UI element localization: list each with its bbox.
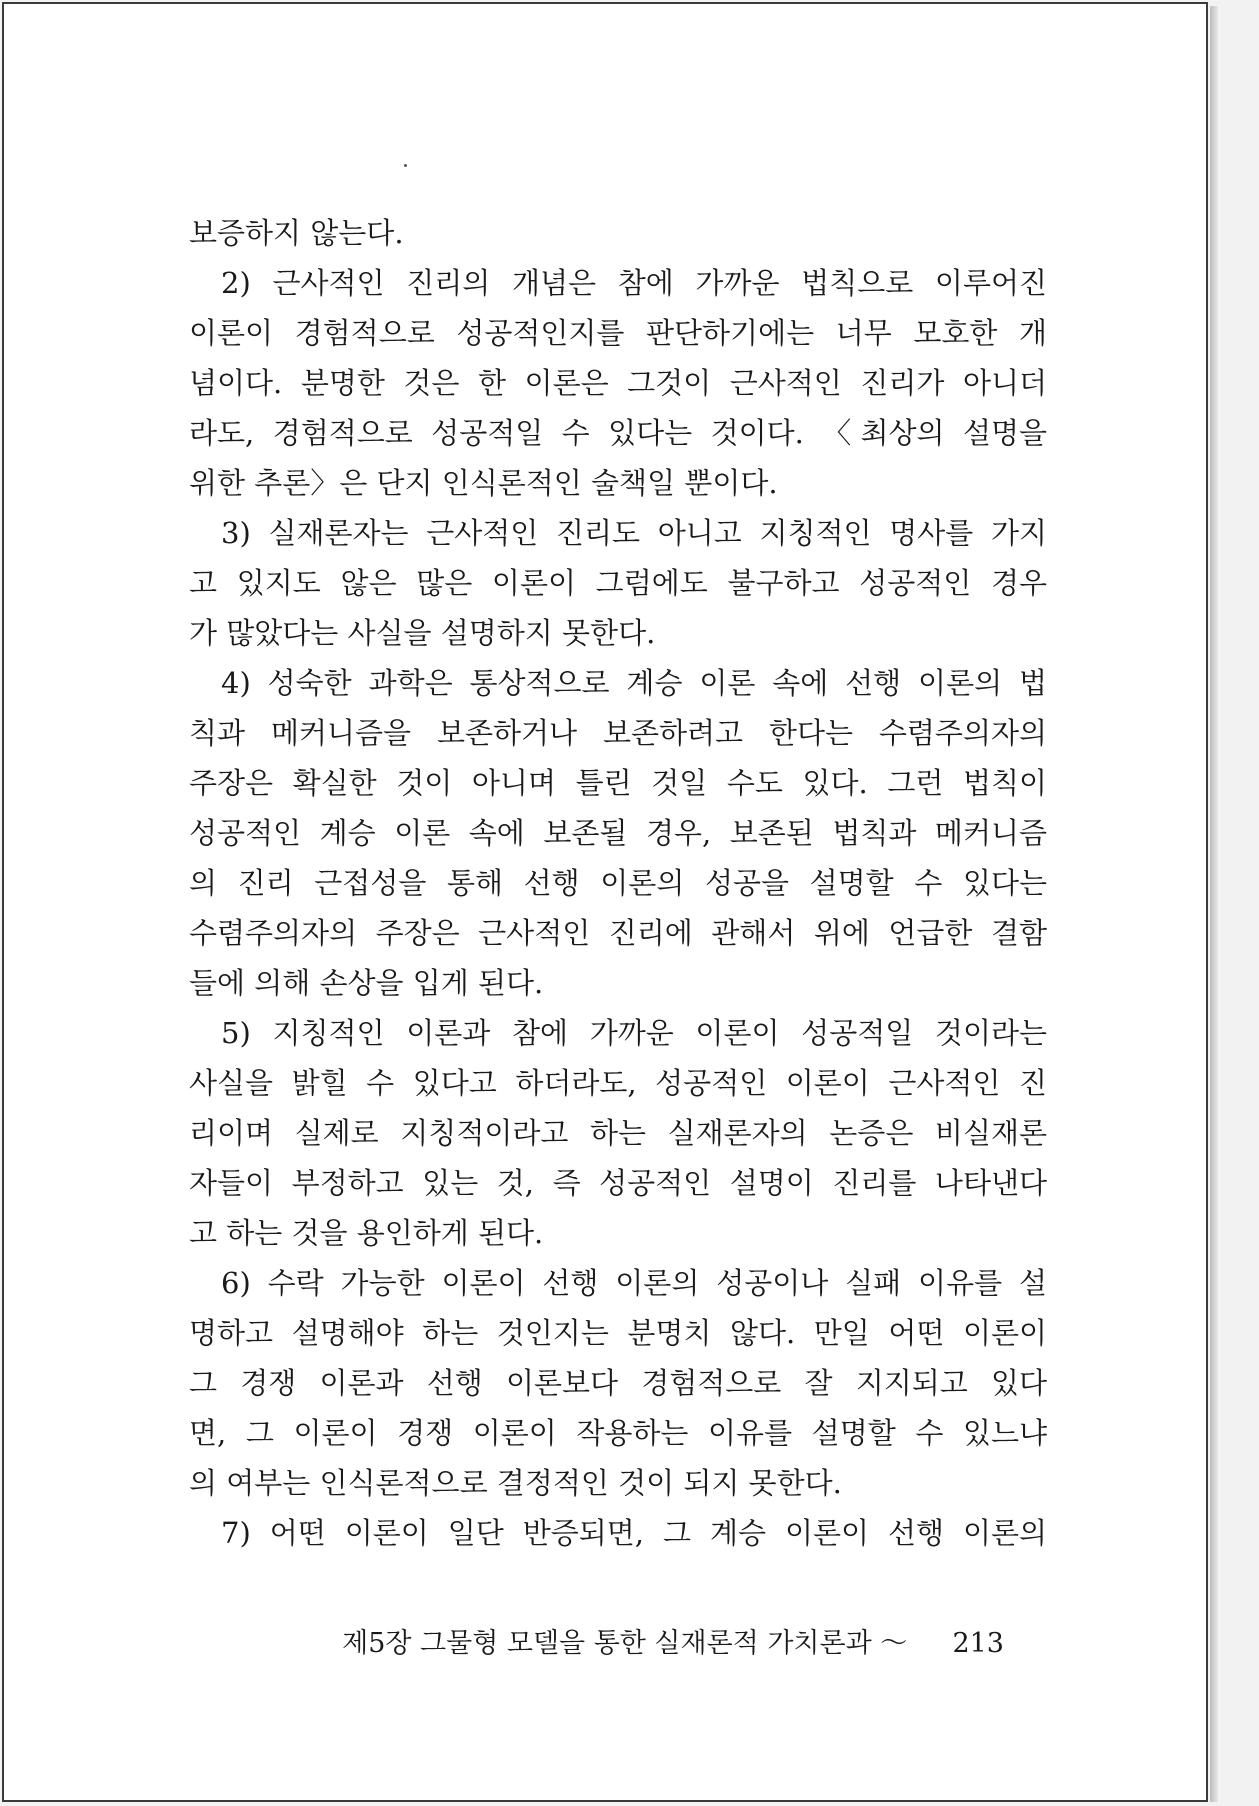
text-line: 6) 수락 가능한 이론이 선행 이론의 성공이나 실패 이유를 설	[221, 1266, 1047, 1300]
text-line: 3) 실재론자는 근사적인 진리도 아니고 지칭적인 명사를 가지	[221, 516, 1047, 550]
text-line: 라도, 경험적으로 성공적일 수 있다는 것이다. 〈최상의 설명을	[189, 416, 1047, 450]
text-line: 면, 그 이론이 경쟁 이론이 작용하는 이유를 설명할 수 있느냐	[189, 1416, 1047, 1450]
text-line: 주장은 확실한 것이 아니며 틀린 것일 수도 있다. 그런 법칙이	[189, 766, 1047, 800]
book-page	[2, 2, 1208, 1802]
text-line: 2) 근사적인 진리의 개념은 참에 가까운 법칙으로 이루어진	[221, 266, 1047, 300]
text-line: 가 많았다는 사실을 설명하지 못한다.	[189, 616, 656, 650]
text-line: 사실을 밝힐 수 있다고 하더라도, 성공적인 이론이 근사적인 진	[189, 1066, 1047, 1100]
text-line: 위한 추론〉은 단지 인식론적인 술책일 뿐이다.	[189, 466, 778, 500]
text-line: 5) 지칭적인 이론과 참에 가까운 이론이 성공적일 것이라는	[221, 1016, 1047, 1050]
text-line: 념이다. 분명한 것은 한 이론은 그것이 근사적인 진리가 아니더	[189, 366, 1047, 400]
text-line: 명하고 설명해야 하는 것인지는 분명치 않다. 만일 어떤 이론이	[189, 1316, 1047, 1350]
text-line: 리이며 실제로 지칭적이라고 하는 실재론자의 논증은 비실재론	[189, 1116, 1047, 1150]
text-line: 고 있지도 않은 많은 이론이 그럼에도 불구하고 성공적인 경우	[189, 566, 1047, 600]
text-line: 수렴주의자의 주장은 근사적인 진리에 관해서 위에 언급한 결함	[189, 916, 1047, 950]
text-line: 의 여부는 인식론적으로 결정적인 것이 되지 못한다.	[189, 1466, 842, 1500]
text-line: 들에 의해 손상을 입게 된다.	[189, 966, 544, 1000]
text-line: 4) 성숙한 과학은 통상적으로 계승 이론 속에 선행 이론의 법	[221, 666, 1047, 700]
text-line: 그 경쟁 이론과 선행 이론보다 경험적으로 잘 지지되고 있다	[189, 1366, 1047, 1400]
text-line: 의 진리 근접성을 통해 선행 이론의 성공을 설명할 수 있다는	[189, 866, 1047, 900]
text-line: 칙과 메커니즘을 보존하거나 보존하려고 한다는 수렴주의자의	[189, 716, 1047, 750]
page-number: 213	[952, 1628, 1004, 1659]
text-line: 보증하지 않는다.	[189, 216, 404, 250]
text-line: 이론이 경험적으로 성공적인지를 판단하기에는 너무 모호한 개	[189, 316, 1047, 350]
running-head: 제5장 그물형 모델을 통한 실재론적 가치론과 ～	[342, 1628, 908, 1659]
text-line: 7) 어떤 이론이 일단 반증되면, 그 계승 이론이 선행 이론의	[221, 1516, 1047, 1550]
text-line: 자들이 부정하고 있는 것, 즉 성공적인 설명이 진리를 나타낸다	[189, 1166, 1047, 1200]
text-line: 성공적인 계승 이론 속에 보존될 경우, 보존된 법칙과 메커니즘	[189, 816, 1047, 850]
scan-speck	[404, 164, 407, 167]
text-line: 고 하는 것을 용인하게 된다.	[189, 1216, 544, 1250]
page-footer	[334, 1624, 1004, 1664]
page-edge-shadow	[1210, 6, 1218, 1802]
body-text	[189, 208, 1047, 1558]
